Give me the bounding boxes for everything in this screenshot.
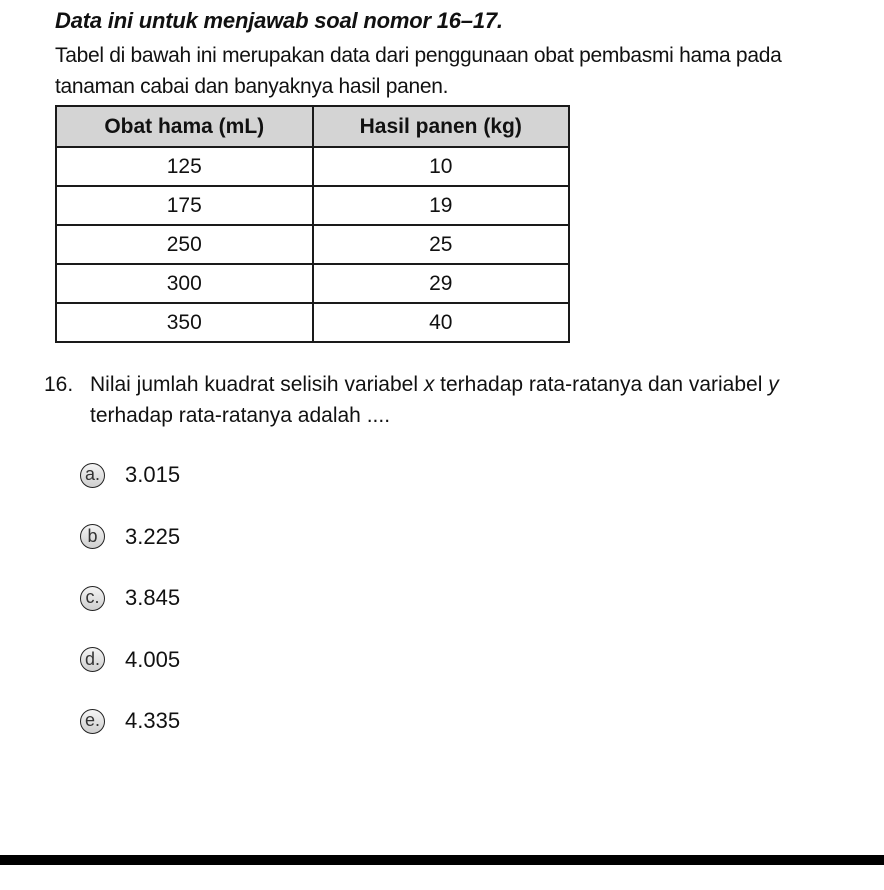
option-b[interactable]	[80, 520, 180, 554]
section-heading: Data ini untuk menjawab soal nomor 16–17.	[55, 8, 503, 33]
intro-paragraph: Tabel di bawah ini merupakan data dari penggunaan obat pembasmi hama pada tanaman cabai dan banyaknya hasil panen.	[55, 44, 782, 98]
variable-x: x	[423, 373, 435, 396]
variable-y: y	[768, 373, 779, 396]
table-row	[56, 303, 569, 342]
question-number: 16.	[44, 373, 74, 396]
option-value[interactable]: 3.015	[125, 462, 181, 487]
table-row	[56, 147, 569, 186]
column-header-hasil-panen: Hasil panen (kg)	[313, 106, 570, 147]
table-header-row	[56, 106, 569, 147]
question-text: Nilai jumlah kuadrat selisih variabel x terhadap rata-ratanya dan variabel y terhadap rata-ratanya adalah ....	[90, 373, 779, 427]
question-16	[44, 369, 834, 431]
option-letter-circle[interactable]: a.	[80, 463, 105, 488]
option-letter-circle[interactable]: b	[80, 524, 105, 549]
option-letter-circle[interactable]: c.	[80, 586, 105, 611]
option-value[interactable]: 3.225	[125, 523, 181, 549]
data-table	[55, 105, 570, 343]
table-cell: 250	[56, 225, 313, 264]
option-c[interactable]	[80, 581, 180, 615]
table-row	[56, 225, 569, 264]
option-d[interactable]	[80, 643, 180, 677]
option-letter-circle[interactable]: d.	[80, 647, 105, 672]
table-cell: 29	[313, 264, 570, 303]
table-cell: 40	[313, 303, 570, 342]
option-value[interactable]: 4.335	[125, 708, 181, 733]
bottom-divider-bar	[0, 855, 884, 865]
option-value[interactable]: 3.845	[125, 585, 181, 610]
option-value[interactable]: 4.005	[125, 646, 181, 672]
table-cell: 175	[56, 186, 313, 225]
table-row	[56, 186, 569, 225]
table-cell: 350	[56, 303, 313, 342]
table-row	[56, 264, 569, 303]
option-letter-circle[interactable]: e.	[80, 709, 105, 734]
answer-options	[80, 458, 180, 766]
table-cell: 19	[313, 186, 570, 225]
table-cell: 300	[56, 264, 313, 303]
option-e[interactable]	[80, 704, 180, 738]
option-a[interactable]	[80, 458, 180, 492]
table-cell: 25	[313, 225, 570, 264]
table-cell: 10	[313, 147, 570, 186]
table-cell: 125	[56, 147, 313, 186]
column-header-obat-hama: Obat hama (mL)	[56, 106, 313, 147]
